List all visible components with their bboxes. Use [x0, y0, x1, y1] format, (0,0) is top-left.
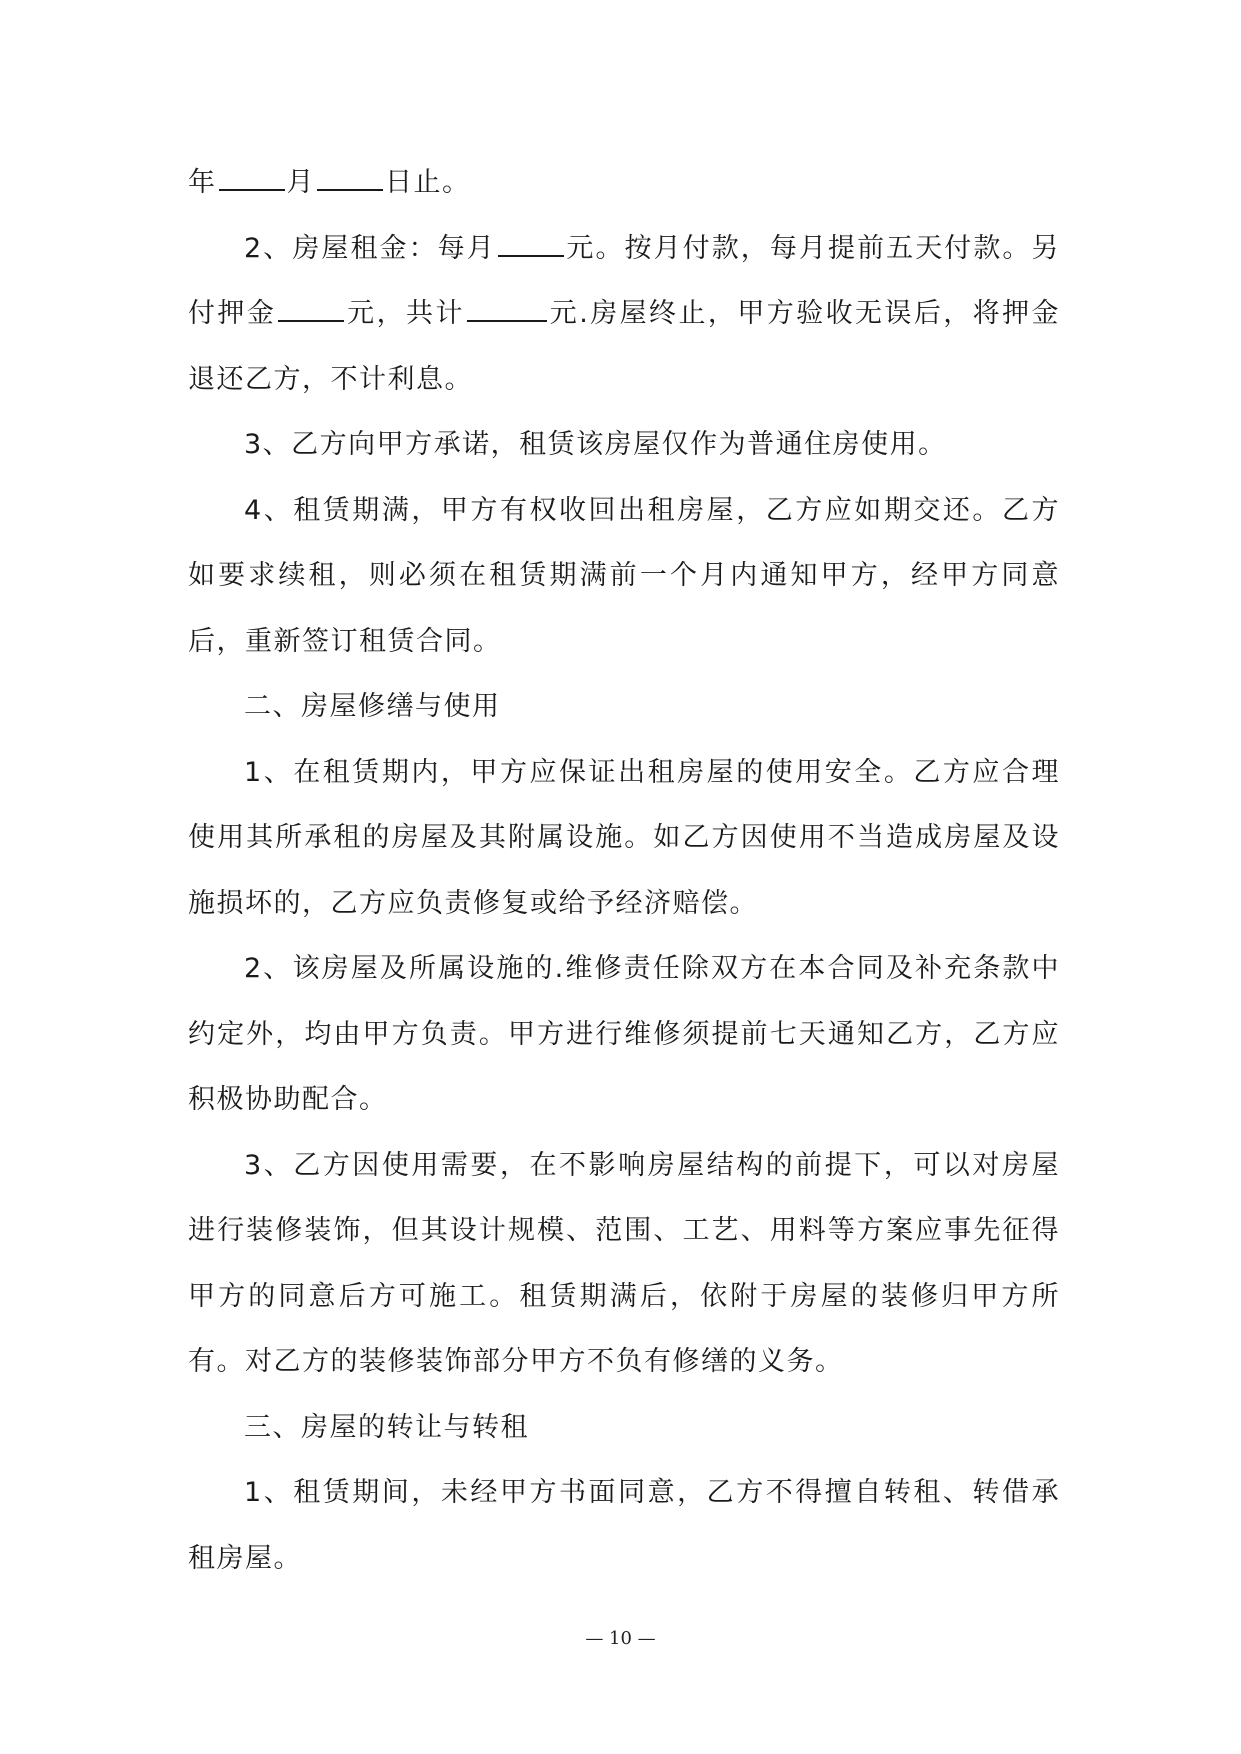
paragraph-maintenance: 2、该房屋及所属设施的.维修责任除双方在本合同及补充条款中约定外，均由甲方负责。甲方进行维修须提前七天通知乙方，乙方应积极协助配合。 [188, 953, 1060, 1115]
fill-blank [219, 163, 285, 191]
fill-blank [498, 229, 564, 257]
text: 月 [286, 167, 315, 198]
fill-blank [317, 163, 383, 191]
fill-blank [467, 294, 547, 322]
text: 年 [188, 167, 217, 198]
text: 日止。 [385, 167, 471, 198]
page-number: — 10 — [585, 1628, 656, 1649]
section-heading-repair: 二、房屋修缮与使用 [244, 691, 501, 722]
document-body [188, 150, 1060, 1591]
text: 元。按月付款，每月提前五天付款。另付押金 [188, 232, 1060, 329]
paragraph-safety: 1、在租赁期内，甲方应保证出租房屋的使用安全。乙方应合理使用其所承租的房屋及其附属设施。如乙方因使用不当造成房屋及设施损坏的，乙方应负责修复或给予经济赔偿。 [188, 756, 1060, 919]
section-heading-transfer: 三、房屋的转让与转租 [244, 1411, 529, 1443]
paragraph-decoration: 3、乙方因使用需要，在不影响房屋结构的前提下，可以对房屋进行装修装饰，但其设计规模、范围、工艺、用料等方案应事先征得甲方的同意后方可施工。租赁期满后，依附于房屋的装修归甲方所有。对乙方的装修装饰部分甲方不负有修缮的义务。 [188, 1149, 1060, 1377]
text: 元，共计 [346, 298, 465, 329]
fill-blank [278, 294, 344, 322]
text: 2、房屋租金：每月 [244, 232, 496, 264]
paragraph-lease-renewal: 4、租赁期满，甲方有权收回出租房屋，乙方应如期交还。乙方如要求续租，则必须在租赁期满前一个月内通知甲方，经甲方同意后，重新签订租赁合同。 [188, 494, 1060, 657]
text: 元.房屋终止，甲方验收无误后，将押金退还乙方，不计利息。 [188, 298, 1061, 395]
paragraph-rent [188, 216, 1060, 413]
paragraph-usage-promise: 3、乙方向甲方承诺，租赁该房屋仅作为普通住房使用。 [244, 429, 947, 460]
paragraph-lease-end [188, 150, 1060, 216]
paragraph-sublease: 1、租赁期间，未经甲方书面同意，乙方不得擅自转租、转借承租房屋。 [188, 1477, 1060, 1574]
